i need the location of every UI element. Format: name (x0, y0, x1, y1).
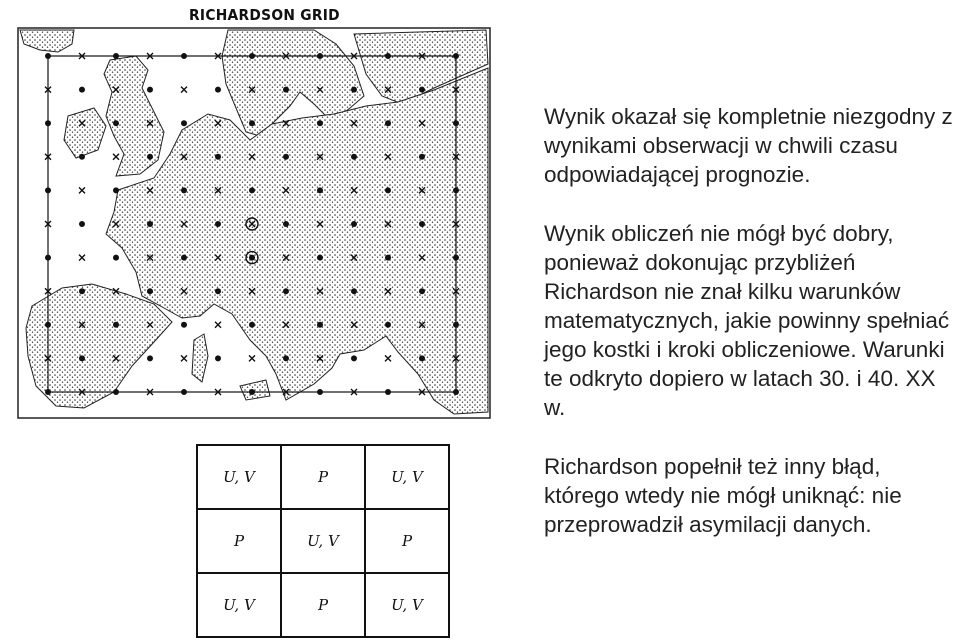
grid-pressure-point (147, 288, 153, 294)
grid-pressure-point (453, 255, 459, 261)
grid-pressure-point (317, 255, 323, 261)
grid-pressure-point (317, 53, 323, 59)
grid-cell-p: P (281, 445, 365, 509)
europe-map-svg (14, 4, 494, 424)
grid-pressure-point (419, 154, 425, 160)
grid-pressure-point (385, 389, 391, 395)
grid-pressure-point (351, 288, 357, 294)
grid-cell-uv: U, V (197, 573, 281, 637)
grid-pressure-point (283, 154, 289, 160)
grid-pressure-point (317, 322, 323, 328)
grid-row (197, 445, 449, 509)
grid-cell-uv: U, V (281, 509, 365, 573)
grid-pressure-point (385, 120, 391, 126)
grid-pressure-point (113, 389, 119, 395)
grid-pressure-point (79, 221, 85, 227)
grid-pressure-point (249, 322, 255, 328)
grid-pressure-point (419, 355, 425, 361)
grid-pressure-point (181, 120, 187, 126)
grid-pressure-point (215, 87, 221, 93)
grid-row (197, 573, 449, 637)
grid-pressure-point (453, 187, 459, 193)
grid-pressure-point (147, 355, 153, 361)
grid-pressure-point (385, 53, 391, 59)
grid-pressure-point (351, 87, 357, 93)
grid-pressure-point (215, 355, 221, 361)
grid-cell-uv: U, V (365, 445, 449, 509)
grid-pressure-point (113, 120, 119, 126)
grid-pressure-point (385, 322, 391, 328)
grid-pressure-point (147, 221, 153, 227)
grid-cell-p: P (365, 509, 449, 573)
grid-pressure-point (181, 53, 187, 59)
grid-pressure-point (419, 288, 425, 294)
grid-pressure-point (453, 120, 459, 126)
grid-pressure-point (45, 53, 51, 59)
grid-pressure-point (45, 120, 51, 126)
paragraph-stability-conditions: Wynik obliczeń nie mógł być dobry, ponieważ dokonując przybliżeń Richardson nie znał kilku warunków matematycznych, jakie powinny spełniać jego kostki i kroki obliczeniowe. Warunki te odkryto dopiero w latach 30. i 40. XX w. (544, 221, 950, 420)
grid-pressure-point (181, 322, 187, 328)
grid-pressure-point (79, 288, 85, 294)
grid-pressure-point (283, 288, 289, 294)
grid-pressure-point (453, 389, 459, 395)
grid-pressure-point (249, 120, 255, 126)
grid-cell-p: P (197, 509, 281, 573)
richardson-grid-map (14, 4, 494, 424)
grid-pressure-point (113, 322, 119, 328)
grid-pressure-point (113, 53, 119, 59)
grid-pressure-point (79, 87, 85, 93)
grid-pressure-point (147, 87, 153, 93)
grid-pressure-point (215, 288, 221, 294)
map-title: RICHARDSON GRID (189, 6, 340, 24)
grid-pressure-point (317, 120, 323, 126)
paragraph-forecast-result: Wynik okazał się kompletnie niezgodny z wynikami obserwacji w chwili czasu odpowiadającej prognozie. (544, 104, 953, 187)
grid-pressure-point (181, 255, 187, 261)
grid-pressure-point (79, 355, 85, 361)
grid-pressure-point (453, 322, 459, 328)
grid-pressure-point (385, 187, 391, 193)
grid-pressure-point (317, 389, 323, 395)
grid-pressure-point (351, 221, 357, 227)
grid-pressure-point (351, 154, 357, 160)
grid-pressure-point (113, 255, 119, 261)
grid-pressure-point (283, 87, 289, 93)
grid-cell-p: P (281, 573, 365, 637)
grid-pressure-point (249, 389, 255, 395)
grid-cell-uv: U, V (365, 573, 449, 637)
grid-pressure-point (45, 322, 51, 328)
grid-pressure-point (385, 255, 391, 261)
grid-pressure-point (215, 221, 221, 227)
grid-pressure-point (215, 154, 221, 160)
grid-pressure-point (147, 154, 153, 160)
grid-pressure-point (181, 187, 187, 193)
grid-row (197, 509, 449, 573)
grid-pressure-point (249, 255, 255, 261)
grid-pressure-point (45, 389, 51, 395)
grid-pressure-point (317, 187, 323, 193)
grid-pressure-point (113, 187, 119, 193)
grid-pressure-point (419, 87, 425, 93)
grid-cell-uv: U, V (197, 445, 281, 509)
paragraph-data-assimilation: Richardson popełnił też inny błąd, którego wtedy nie mógł uniknąć: nie przeprowadził asymilacji danych. (544, 454, 902, 537)
grid-pressure-point (283, 221, 289, 227)
grid-pressure-point (45, 255, 51, 261)
grid-pressure-point (45, 187, 51, 193)
staggered-grid-table (196, 444, 450, 638)
grid-pressure-point (249, 53, 255, 59)
grid-pressure-point (351, 355, 357, 361)
grid-pressure-point (181, 389, 187, 395)
explanation-text (544, 102, 958, 569)
grid-pressure-point (453, 53, 459, 59)
grid-pressure-point (249, 187, 255, 193)
grid-pressure-point (419, 221, 425, 227)
grid-pressure-point (79, 154, 85, 160)
grid-pressure-point (283, 355, 289, 361)
